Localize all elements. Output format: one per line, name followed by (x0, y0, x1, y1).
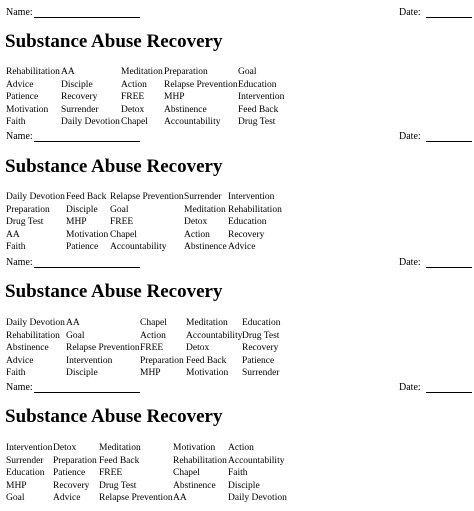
word-cell: Rehabilitation (6, 67, 60, 77)
word-cell: Detox (184, 217, 208, 228)
word-cell: Disciple (66, 204, 98, 215)
word-cell: Abstinence (164, 104, 207, 115)
word-cell: Abstinence (6, 343, 49, 354)
word-cell: Accountability (110, 242, 167, 253)
word-cell: Goal (238, 67, 257, 77)
word-cell: Faith (6, 368, 26, 379)
word-cell: Daily Devotion (6, 318, 65, 328)
word-cell: Chapel (110, 229, 137, 240)
word-cell: Detox (121, 104, 145, 115)
date-label: Date: (399, 382, 421, 393)
word-cell: Recovery (242, 343, 279, 354)
name-label: Name: (6, 7, 33, 18)
word-cell: Feed Back (186, 355, 227, 366)
word-cell: Accountability (164, 117, 221, 128)
word-cell: Intervention (228, 192, 275, 202)
word-cell: MHP (66, 217, 87, 228)
word-cell: Feed Back (66, 192, 107, 202)
word-cell: Goal (66, 330, 85, 341)
word-cell: Feed Back (238, 104, 279, 115)
word-cell: Accountability (228, 455, 285, 466)
word-cell: Advice (6, 355, 34, 366)
word-cell: Detox (186, 343, 210, 354)
word-cell: Chapel (121, 117, 148, 128)
word-cell: Recovery (228, 229, 265, 240)
word-cell: AA (61, 67, 75, 77)
word-cell: Meditation (99, 443, 141, 453)
word-cell: Drug Test (6, 217, 44, 228)
word-cell: Relapse Prevention (99, 493, 173, 504)
word-cell: Action (184, 229, 210, 240)
word-cell: Disciple (66, 368, 98, 379)
word-cell: Advice (228, 242, 256, 253)
name-blank-line[interactable] (34, 141, 140, 142)
word-cell: Daily Devotion (6, 192, 65, 202)
name-label: Name: (6, 257, 33, 268)
word-cell: Relapse Prevention (164, 79, 238, 90)
word-cell: Action (140, 330, 166, 341)
name-date-row (6, 381, 468, 395)
date-blank-line[interactable] (426, 392, 472, 393)
word-cell: Disciple (228, 480, 260, 491)
word-cell: MHP (140, 368, 161, 379)
word-cell: Meditation (186, 318, 228, 328)
word-cell: Feed Back (99, 455, 140, 466)
word-cell: Patience (53, 468, 86, 479)
word-cell: Recovery (53, 480, 90, 491)
word-cell: Preparation (140, 355, 184, 366)
date-label: Date: (399, 257, 421, 268)
word-cell: Surrender (61, 104, 99, 115)
word-cell: Action (228, 443, 254, 453)
word-cell: Intervention (6, 443, 53, 453)
word-cell: AA (6, 229, 20, 240)
word-cell: Advice (6, 79, 34, 90)
word-cell: FREE (99, 468, 123, 479)
word-cell: Faith (228, 468, 248, 479)
word-cell: Patience (242, 355, 275, 366)
date-blank-line[interactable] (426, 141, 472, 142)
word-cell: Drug Test (242, 330, 280, 341)
word-cell: AA (66, 318, 80, 328)
word-cell: Faith (6, 117, 26, 128)
word-cell: Goal (110, 204, 129, 215)
word-cell: Meditation (184, 204, 226, 215)
word-cell: Surrender (184, 192, 222, 202)
word-cell: Faith (6, 242, 26, 253)
name-date-row (6, 256, 468, 270)
word-cell: Recovery (61, 92, 98, 103)
word-cell: Motivation (66, 229, 109, 240)
word-cell: AA (173, 493, 187, 504)
sheet-title: Substance Abuse Recovery (5, 31, 223, 52)
word-cell: Action (121, 79, 147, 90)
word-cell: Education (242, 318, 281, 328)
word-cell: Education (228, 217, 267, 228)
word-cell: Daily Devotion (61, 117, 120, 128)
word-cell: Preparation (6, 204, 50, 215)
name-label: Name: (6, 131, 33, 142)
word-cell: Education (238, 79, 277, 90)
word-cell: Motivation (6, 104, 49, 115)
sheet-title: Substance Abuse Recovery (5, 406, 223, 427)
word-cell: Drug Test (99, 480, 137, 491)
word-cell: Chapel (140, 318, 167, 328)
word-cell: Detox (53, 443, 77, 453)
word-cell: FREE (110, 217, 134, 228)
word-cell: Chapel (173, 468, 200, 479)
name-date-row (6, 130, 468, 144)
sheet-title: Substance Abuse Recovery (5, 156, 223, 177)
word-cell: Drug Test (238, 117, 276, 128)
word-cell: Abstinence (173, 480, 216, 491)
word-cell: Meditation (121, 67, 163, 77)
word-cell: Relapse Prevention (66, 343, 140, 354)
date-label: Date: (399, 7, 421, 18)
word-cell: Disciple (61, 79, 93, 90)
word-cell: FREE (140, 343, 164, 354)
sheet-title: Substance Abuse Recovery (5, 281, 223, 302)
word-cell: Intervention (238, 92, 285, 103)
date-blank-line[interactable] (426, 267, 472, 268)
word-cell: MHP (6, 480, 27, 491)
name-blank-line[interactable] (34, 17, 140, 18)
word-cell: Goal (6, 493, 25, 504)
word-cell: Rehabilitation (173, 455, 227, 466)
word-cell: Preparation (164, 67, 208, 77)
word-cell: Preparation (53, 455, 97, 466)
name-label: Name: (6, 382, 33, 393)
word-cell: Motivation (173, 443, 216, 453)
word-cell: Surrender (6, 455, 44, 466)
word-cell: FREE (121, 92, 145, 103)
word-cell: Motivation (186, 368, 229, 379)
word-cell: Rehabilitation (6, 330, 60, 341)
word-cell: Intervention (66, 355, 113, 366)
word-cell: Daily Devotion (228, 493, 287, 504)
word-cell: Advice (53, 493, 81, 504)
word-cell: Surrender (242, 368, 280, 379)
word-cell: MHP (164, 92, 185, 103)
word-cell: Abstinence (184, 242, 227, 253)
word-cell: Rehabilitation (228, 204, 282, 215)
name-blank-line[interactable] (34, 267, 140, 268)
word-cell: Relapse Prevention (110, 192, 184, 202)
name-blank-line[interactable] (34, 392, 140, 393)
word-cell: Education (6, 468, 45, 479)
date-label: Date: (399, 131, 421, 142)
word-cell: Patience (66, 242, 99, 253)
word-cell: Accountability (186, 330, 243, 341)
name-date-row (6, 6, 468, 20)
date-blank-line[interactable] (426, 17, 472, 18)
word-cell: Patience (6, 92, 39, 103)
